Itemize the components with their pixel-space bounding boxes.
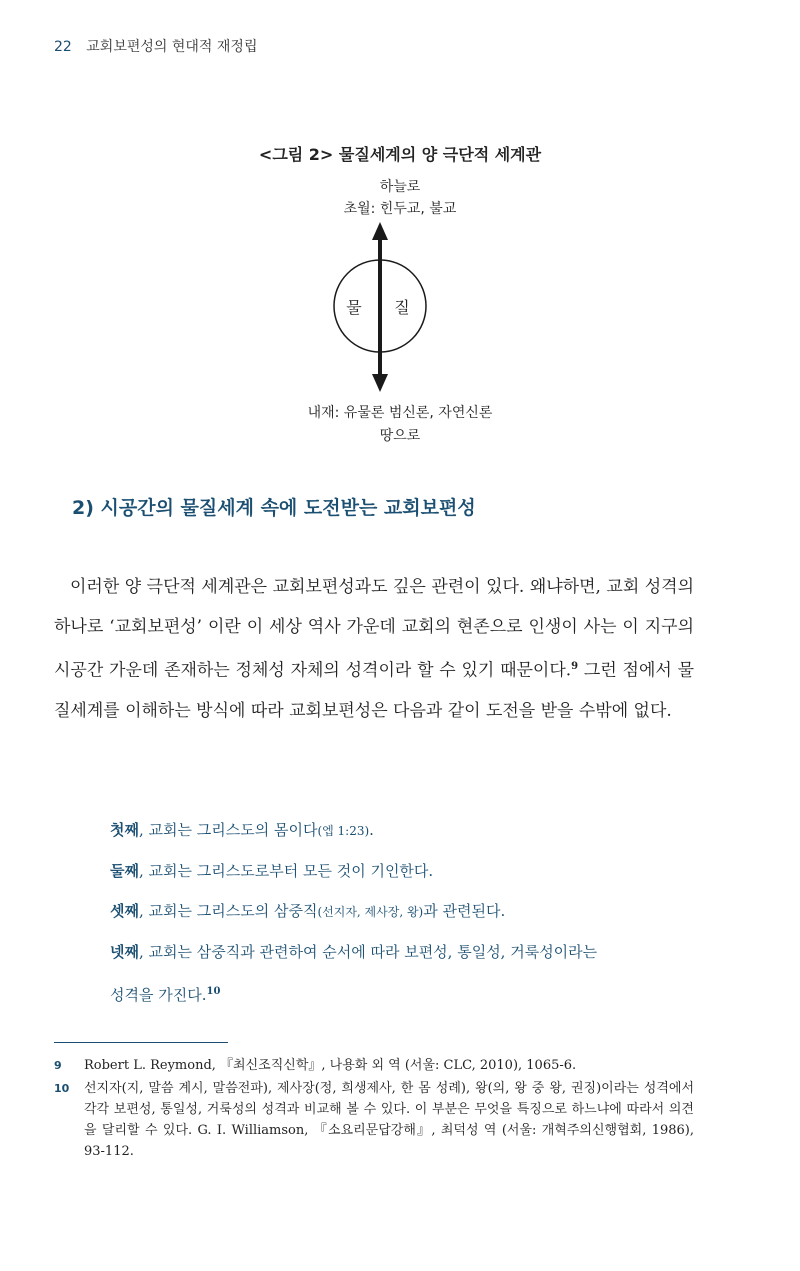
list-item-1	[110, 810, 700, 851]
list-item-3-note: (선지자, 제사장, 왕)	[317, 905, 424, 919]
arrow-up-head	[372, 222, 388, 240]
figure-top-label-2: 초월: 힌두교, 불교	[343, 201, 457, 217]
circle-label-left: 물	[346, 298, 362, 317]
list-item-1-text: , 교회는 그리스도의 몸이다	[138, 821, 318, 839]
list-item-1-ref: (엡 1:23)	[317, 824, 370, 838]
page-number: 22	[54, 39, 72, 55]
figure-top-label-1: 하늘로	[379, 179, 421, 195]
list-item-2-keyword: 둘째	[110, 862, 139, 880]
list	[110, 810, 700, 1015]
list-item-3	[110, 891, 700, 932]
list-item-4-keyword: 넷째	[110, 943, 139, 961]
body-text-part-1: 이러한 양 극단적 세계관은 교회보편성과도 깊은 관련이 있다. 왜냐하면, 교회 성격의 하나로 ‘교회보편성’ 이란 이 세상 역사 가운데 교회의 현존으로 인생이 사는 이 지구의 시공간 가운데 존재하는 정체성 자체의 성격이라 할 수 있기 때문이다.	[54, 577, 694, 681]
body-paragraph	[54, 567, 694, 731]
figure-diagram	[0, 0, 800, 470]
list-item-4-cont-text: 성격을 가진다.	[110, 986, 207, 1004]
list-item-4-text: , 교회는 삼중직과 관련하여 순서에 따라 보편성, 통일성, 거룩성이라는	[138, 943, 598, 961]
footnote-ref-10[interactable]: 10	[206, 986, 221, 997]
figure-caption: <그림 2> 물질세계의 양 극단적 세계관	[258, 145, 542, 164]
body-text-part-2: 그런 점에서 물질세계를 이해하는 방식에 따라 교회보편성은 다음과 같이 도전을 받을 수밖에 없다.	[54, 660, 694, 721]
footnote-rule	[54, 1042, 228, 1043]
footnote-9	[54, 1055, 694, 1076]
footnote-number: 10	[54, 1082, 70, 1095]
footnote-text: Robert L. Reymond, 『최신조직신학』, 나용화 외 역 (서울: CLC, 2010), 1065-6.	[84, 1058, 577, 1073]
figure-bottom-label-1: 내재: 유물론 범신론, 자연신론	[307, 405, 493, 421]
figure-bottom-label-2: 땅으로	[379, 428, 421, 444]
circle-label-right: 질	[394, 298, 410, 317]
list-item-3-end: 과 관련된다.	[423, 902, 506, 920]
list-item-3-text: , 교회는 그리스도의 삼중직	[138, 902, 318, 920]
list-item-1-end: .	[369, 821, 374, 839]
footnote-10	[54, 1078, 694, 1162]
list-item-4	[110, 932, 700, 972]
footnote-number: 9	[54, 1059, 62, 1072]
running-title: 교회보편성의 현대적 재정립	[86, 39, 258, 55]
footnote-ref-9[interactable]: 9	[571, 661, 579, 672]
list-item-3-keyword: 셋째	[110, 902, 139, 920]
arrow-down-head	[372, 374, 388, 392]
section-heading: 2) 시공간의 물질세계 속에 도전받는 교회보편성	[72, 497, 476, 519]
list-item-2-text: , 교회는 그리스도로부터 모든 것이 기인한다.	[138, 862, 434, 880]
list-item-1-keyword: 첫째	[110, 821, 139, 839]
footnote-text: 선지자(지, 말씀 계시, 말씀전파), 제사장(정, 희생제사, 한 몸 성례), 왕(의, 왕 중 왕, 권징)이라는 성격에서 각각 보편성, 통일성, 거룩성의 성격과 비교해 볼 수 있다. 이 부분은 무엇을 특징으로 하느냐에 따라서 의견을 달리할 수 있다. G. I. Williamson, 『소요리문답강해』, 최덕성 역 (서울: 개혁주의신행협회, 1986), 93-112.	[84, 1081, 694, 1159]
list-item-4-continued	[110, 972, 700, 1015]
list-item-2	[110, 851, 700, 891]
